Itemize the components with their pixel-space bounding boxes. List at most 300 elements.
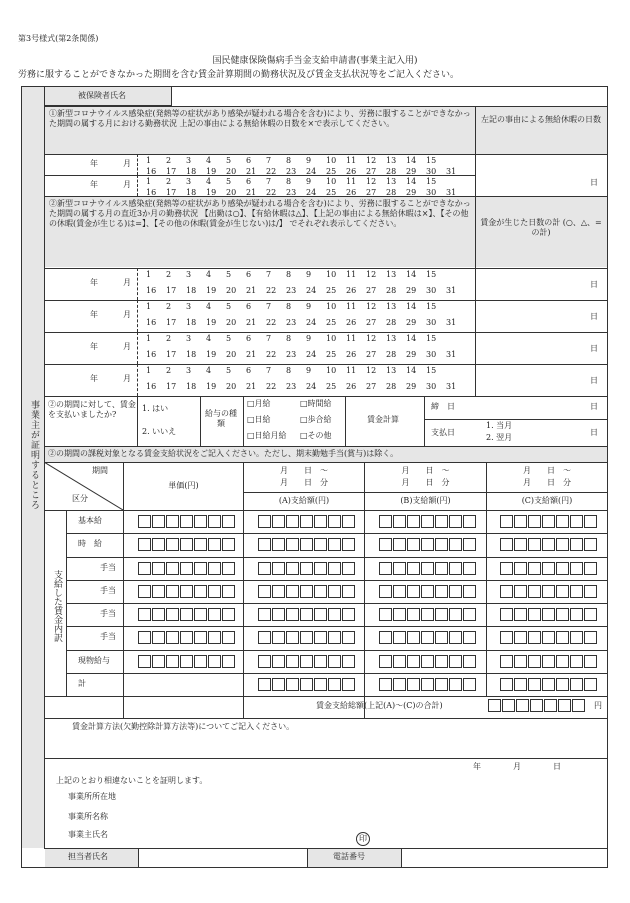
day-cell[interactable]: 16 — [146, 318, 157, 327]
digit-box[interactable] — [314, 678, 327, 691]
day-cell[interactable]: 13 — [386, 177, 397, 186]
digit-box[interactable] — [514, 608, 527, 621]
day-cell[interactable]: 17 — [166, 286, 177, 295]
day-cell[interactable]: 3 — [186, 366, 192, 375]
day-cell[interactable]: 11 — [346, 177, 357, 186]
digit-box[interactable] — [421, 678, 434, 691]
day-cell[interactable]: 24 — [306, 286, 317, 295]
digit-box[interactable] — [166, 538, 179, 551]
digit-box[interactable] — [272, 538, 285, 551]
day-cell[interactable]: 21 — [246, 187, 257, 197]
digit-box[interactable] — [286, 538, 299, 551]
digit-box[interactable] — [272, 562, 285, 575]
digit-box[interactable] — [421, 538, 434, 551]
digit-box[interactable] — [407, 678, 420, 691]
day-cell[interactable]: 1 — [146, 302, 152, 311]
digit-box[interactable] — [272, 655, 285, 668]
day-cell[interactable]: 23 — [286, 318, 297, 327]
digit-box[interactable] — [222, 631, 235, 644]
digit-box[interactable] — [514, 678, 527, 691]
day-cell[interactable]: 25 — [326, 318, 337, 327]
day-cell[interactable]: 21 — [246, 382, 257, 391]
day-cell[interactable]: 20 — [226, 382, 237, 391]
days-16-31[interactable] — [146, 382, 466, 392]
digit-box[interactable] — [258, 678, 271, 691]
digit-box[interactable] — [208, 655, 221, 668]
days-1-15[interactable] — [146, 156, 446, 166]
day-cell[interactable]: 25 — [326, 286, 337, 295]
digit-box[interactable] — [558, 699, 571, 712]
day-cell[interactable]: 29 — [406, 350, 417, 359]
digit-box[interactable] — [208, 585, 221, 598]
day-cell[interactable]: 23 — [286, 187, 297, 197]
day-cell[interactable]: 8 — [286, 334, 292, 343]
digit-box[interactable] — [379, 655, 392, 668]
day-cell[interactable]: 6 — [246, 334, 252, 343]
digit-box[interactable] — [166, 515, 179, 528]
digit-box[interactable] — [407, 631, 420, 644]
digit-box[interactable] — [449, 631, 462, 644]
day-cell[interactable]: 27 — [366, 286, 377, 295]
digit-box[interactable] — [393, 585, 406, 598]
digit-box[interactable] — [570, 608, 583, 621]
digit-box[interactable] — [152, 562, 165, 575]
digit-box[interactable] — [208, 631, 221, 644]
digit-box[interactable] — [500, 608, 513, 621]
day-cell[interactable]: 25 — [326, 187, 337, 197]
day-cell[interactable]: 24 — [306, 166, 317, 176]
day-cell[interactable]: 11 — [346, 334, 357, 343]
digit-box[interactable] — [421, 585, 434, 598]
digit-box[interactable] — [463, 678, 476, 691]
digit-box[interactable] — [435, 585, 448, 598]
day-cell[interactable]: 8 — [286, 302, 292, 311]
day-cell[interactable]: 15 — [426, 270, 437, 279]
day-cell[interactable]: 18 — [186, 382, 197, 391]
day-cell[interactable]: 2 — [166, 334, 172, 343]
digit-box[interactable] — [528, 585, 541, 598]
digit-box[interactable] — [556, 562, 569, 575]
days-1-15[interactable] — [146, 334, 446, 344]
day-cell[interactable]: 19 — [206, 166, 217, 176]
day-cell[interactable]: 27 — [366, 187, 377, 197]
digit-box[interactable] — [258, 631, 271, 644]
day-cell[interactable]: 29 — [406, 318, 417, 327]
digit-box[interactable] — [528, 562, 541, 575]
day-cell[interactable]: 17 — [166, 382, 177, 391]
day-cell[interactable]: 6 — [246, 156, 252, 165]
digit-box[interactable] — [393, 562, 406, 575]
day-cell[interactable]: 7 — [266, 334, 272, 343]
digit-box[interactable] — [300, 562, 313, 575]
digit-box[interactable] — [342, 678, 355, 691]
day-cell[interactable]: 15 — [426, 366, 437, 375]
digit-box[interactable] — [407, 515, 420, 528]
day-cell[interactable]: 24 — [306, 350, 317, 359]
day-cell[interactable]: 12 — [366, 334, 377, 343]
digit-box[interactable] — [556, 608, 569, 621]
digit-box[interactable] — [314, 655, 327, 668]
day-cell[interactable]: 8 — [286, 156, 292, 165]
digit-box[interactable] — [584, 562, 597, 575]
digit-box[interactable] — [342, 631, 355, 644]
digit-box[interactable] — [300, 608, 313, 621]
wage-type-daily-monthly[interactable]: □日給月給 — [247, 431, 287, 440]
day-cell[interactable]: 9 — [306, 302, 312, 311]
day-cell[interactable]: 9 — [306, 270, 312, 279]
digit-box[interactable] — [328, 515, 341, 528]
digit-box[interactable] — [407, 608, 420, 621]
digit-box[interactable] — [556, 585, 569, 598]
digit-box[interactable] — [500, 562, 513, 575]
digit-box[interactable] — [570, 538, 583, 551]
wage-type-commission[interactable]: □歩合給 — [300, 415, 332, 424]
digit-box[interactable] — [421, 631, 434, 644]
digit-box[interactable] — [258, 515, 271, 528]
day-cell[interactable]: 30 — [426, 187, 437, 197]
digit-box[interactable] — [222, 608, 235, 621]
day-cell[interactable]: 28 — [386, 318, 397, 327]
day-cell[interactable]: 11 — [346, 302, 357, 311]
digit-box[interactable] — [194, 631, 207, 644]
digit-box[interactable] — [542, 562, 555, 575]
digit-box[interactable] — [180, 538, 193, 551]
digit-box[interactable] — [514, 515, 527, 528]
wage-type-daily[interactable]: □日給 — [247, 415, 271, 424]
digit-box[interactable] — [556, 538, 569, 551]
digit-box[interactable] — [435, 515, 448, 528]
day-cell[interactable]: 15 — [426, 156, 437, 165]
day-cell[interactable]: 25 — [326, 382, 337, 391]
digit-box[interactable] — [514, 538, 527, 551]
day-cell[interactable]: 15 — [426, 177, 437, 186]
calc-method-field[interactable] — [68, 734, 604, 756]
digit-box[interactable] — [516, 699, 529, 712]
day-cell[interactable]: 26 — [346, 382, 357, 391]
digit-box[interactable] — [449, 562, 462, 575]
digit-box[interactable] — [272, 515, 285, 528]
day-cell[interactable]: 25 — [326, 166, 337, 176]
digit-box[interactable] — [138, 585, 151, 598]
digit-box[interactable] — [393, 655, 406, 668]
digit-box[interactable] — [152, 608, 165, 621]
day-cell[interactable]: 31 — [446, 318, 457, 327]
digit-box[interactable] — [449, 538, 462, 551]
digit-box[interactable] — [570, 631, 583, 644]
day-cell[interactable]: 13 — [386, 302, 397, 311]
digit-box[interactable] — [258, 538, 271, 551]
digit-box[interactable] — [584, 538, 597, 551]
day-cell[interactable]: 19 — [206, 318, 217, 327]
day-cell[interactable]: 26 — [346, 187, 357, 197]
digit-box[interactable] — [393, 538, 406, 551]
day-cell[interactable]: 12 — [366, 366, 377, 375]
day-cell[interactable]: 9 — [306, 334, 312, 343]
day-cell[interactable]: 23 — [286, 286, 297, 295]
day-cell[interactable]: 17 — [166, 318, 177, 327]
day-cell[interactable]: 20 — [226, 166, 237, 176]
digit-box[interactable] — [449, 515, 462, 528]
day-cell[interactable]: 10 — [326, 270, 337, 279]
day-cell[interactable]: 11 — [346, 366, 357, 375]
digit-box[interactable] — [342, 538, 355, 551]
digit-box[interactable] — [421, 655, 434, 668]
day-cell[interactable]: 15 — [426, 302, 437, 311]
digit-box[interactable] — [542, 538, 555, 551]
day-cell[interactable]: 4 — [206, 334, 212, 343]
digit-box[interactable] — [393, 515, 406, 528]
digit-box[interactable] — [488, 699, 501, 712]
day-cell[interactable]: 2 — [166, 366, 172, 375]
digit-box[interactable] — [584, 678, 597, 691]
day-cell[interactable]: 7 — [266, 156, 272, 165]
digit-box[interactable] — [421, 515, 434, 528]
day-cell[interactable]: 29 — [406, 166, 417, 176]
day-cell[interactable]: 28 — [386, 166, 397, 176]
digit-box[interactable] — [286, 515, 299, 528]
day-cell[interactable]: 26 — [346, 350, 357, 359]
digit-box[interactable] — [449, 678, 462, 691]
day-cell[interactable]: 14 — [406, 366, 417, 375]
day-cell[interactable]: 22 — [266, 166, 277, 176]
day-cell[interactable]: 5 — [226, 366, 232, 375]
day-cell[interactable]: 2 — [166, 177, 172, 186]
day-cell[interactable]: 30 — [426, 382, 437, 391]
day-cell[interactable]: 6 — [246, 302, 252, 311]
digit-box[interactable] — [272, 608, 285, 621]
day-cell[interactable]: 9 — [306, 366, 312, 375]
digit-box[interactable] — [166, 655, 179, 668]
digit-box[interactable] — [286, 631, 299, 644]
days-16-31[interactable] — [146, 318, 466, 328]
digit-box[interactable] — [286, 585, 299, 598]
digit-box[interactable] — [194, 562, 207, 575]
wage-type-other[interactable]: □その他 — [300, 431, 332, 440]
day-cell[interactable]: 26 — [346, 318, 357, 327]
digit-box[interactable] — [463, 608, 476, 621]
digit-box[interactable] — [570, 655, 583, 668]
day-cell[interactable]: 19 — [206, 350, 217, 359]
day-cell[interactable]: 31 — [446, 187, 457, 197]
day-cell[interactable]: 8 — [286, 366, 292, 375]
digit-box[interactable] — [435, 538, 448, 551]
day-cell[interactable]: 20 — [226, 187, 237, 197]
digit-box[interactable] — [463, 655, 476, 668]
day-cell[interactable]: 10 — [326, 302, 337, 311]
digit-box[interactable] — [138, 655, 151, 668]
day-cell[interactable]: 29 — [406, 286, 417, 295]
digit-box[interactable] — [152, 631, 165, 644]
digit-box[interactable] — [542, 515, 555, 528]
day-cell[interactable]: 4 — [206, 156, 212, 165]
day-cell[interactable]: 20 — [226, 286, 237, 295]
day-cell[interactable]: 22 — [266, 382, 277, 391]
day-cell[interactable]: 16 — [146, 187, 157, 197]
digit-box[interactable] — [300, 655, 313, 668]
day-cell[interactable]: 1 — [146, 270, 152, 279]
day-cell[interactable]: 31 — [446, 350, 457, 359]
day-cell[interactable]: 9 — [306, 156, 312, 165]
day-cell[interactable]: 15 — [426, 334, 437, 343]
day-cell[interactable]: 14 — [406, 177, 417, 186]
digit-box[interactable] — [314, 515, 327, 528]
day-cell[interactable]: 13 — [386, 156, 397, 165]
day-cell[interactable]: 26 — [346, 166, 357, 176]
digit-box[interactable] — [222, 515, 235, 528]
digit-box[interactable] — [379, 678, 392, 691]
digit-box[interactable] — [500, 678, 513, 691]
digit-box[interactable] — [208, 538, 221, 551]
digit-box[interactable] — [180, 585, 193, 598]
digit-box[interactable] — [500, 515, 513, 528]
day-cell[interactable]: 8 — [286, 177, 292, 186]
day-cell[interactable]: 12 — [366, 270, 377, 279]
digit-box[interactable] — [393, 608, 406, 621]
day-cell[interactable]: 7 — [266, 177, 272, 186]
days-1-15[interactable] — [146, 177, 446, 187]
digit-box[interactable] — [222, 655, 235, 668]
digit-box[interactable] — [138, 631, 151, 644]
day-cell[interactable]: 22 — [266, 286, 277, 295]
wage-type-hourly[interactable]: □時間給 — [300, 399, 332, 408]
days-1-15[interactable] — [146, 302, 446, 312]
digit-box[interactable] — [166, 585, 179, 598]
day-cell[interactable]: 10 — [326, 334, 337, 343]
digit-box[interactable] — [166, 608, 179, 621]
digit-box[interactable] — [180, 515, 193, 528]
digit-box[interactable] — [463, 538, 476, 551]
payment-yes[interactable]: 1. はい — [142, 404, 169, 413]
day-cell[interactable]: 3 — [186, 270, 192, 279]
digit-box[interactable] — [258, 608, 271, 621]
digit-box[interactable] — [584, 631, 597, 644]
digit-box[interactable] — [570, 562, 583, 575]
day-cell[interactable]: 18 — [186, 350, 197, 359]
digit-box[interactable] — [208, 515, 221, 528]
day-cell[interactable]: 3 — [186, 177, 192, 186]
digit-box[interactable] — [570, 515, 583, 528]
days-16-31[interactable] — [146, 350, 466, 360]
digit-box[interactable] — [407, 585, 420, 598]
day-cell[interactable]: 28 — [386, 350, 397, 359]
digit-box[interactable] — [435, 608, 448, 621]
digit-box[interactable] — [570, 585, 583, 598]
day-cell[interactable]: 30 — [426, 318, 437, 327]
day-cell[interactable]: 30 — [426, 350, 437, 359]
digit-box[interactable] — [258, 562, 271, 575]
day-cell[interactable]: 6 — [246, 177, 252, 186]
digit-box[interactable] — [463, 515, 476, 528]
digit-box[interactable] — [530, 699, 543, 712]
day-cell[interactable]: 2 — [166, 156, 172, 165]
day-cell[interactable]: 16 — [146, 350, 157, 359]
digit-box[interactable] — [286, 562, 299, 575]
digit-box[interactable] — [528, 515, 541, 528]
day-cell[interactable]: 13 — [386, 270, 397, 279]
digit-box[interactable] — [449, 585, 462, 598]
day-cell[interactable]: 14 — [406, 334, 417, 343]
digit-box[interactable] — [286, 678, 299, 691]
day-cell[interactable]: 17 — [166, 166, 177, 176]
day-cell[interactable]: 1 — [146, 156, 152, 165]
day-cell[interactable]: 19 — [206, 286, 217, 295]
day-cell[interactable]: 13 — [386, 366, 397, 375]
payment-no[interactable]: 2. いいえ — [142, 427, 177, 436]
digit-box[interactable] — [584, 515, 597, 528]
day-cell[interactable]: 30 — [426, 286, 437, 295]
day-cell[interactable]: 23 — [286, 350, 297, 359]
day-cell[interactable]: 4 — [206, 302, 212, 311]
digit-box[interactable] — [180, 655, 193, 668]
digit-box[interactable] — [328, 631, 341, 644]
digit-box[interactable] — [152, 538, 165, 551]
digit-box[interactable] — [300, 678, 313, 691]
digit-box[interactable] — [528, 538, 541, 551]
digit-box[interactable] — [314, 585, 327, 598]
day-cell[interactable]: 22 — [266, 187, 277, 197]
day-cell[interactable]: 28 — [386, 187, 397, 197]
day-cell[interactable]: 27 — [366, 166, 377, 176]
digit-box[interactable] — [328, 608, 341, 621]
digit-box[interactable] — [379, 608, 392, 621]
digit-box[interactable] — [208, 608, 221, 621]
day-cell[interactable]: 3 — [186, 156, 192, 165]
digit-box[interactable] — [258, 585, 271, 598]
day-cell[interactable]: 22 — [266, 318, 277, 327]
day-cell[interactable]: 1 — [146, 334, 152, 343]
digit-box[interactable] — [138, 562, 151, 575]
digit-box[interactable] — [300, 631, 313, 644]
day-cell[interactable]: 18 — [186, 166, 197, 176]
digit-box[interactable] — [342, 562, 355, 575]
digit-box[interactable] — [272, 631, 285, 644]
day-cell[interactable]: 6 — [246, 366, 252, 375]
day-cell[interactable]: 11 — [346, 270, 357, 279]
digit-box[interactable] — [342, 655, 355, 668]
day-cell[interactable]: 24 — [306, 187, 317, 197]
digit-box[interactable] — [342, 515, 355, 528]
day-cell[interactable]: 6 — [246, 270, 252, 279]
day-cell[interactable]: 7 — [266, 270, 272, 279]
day-cell[interactable]: 10 — [326, 366, 337, 375]
digit-box[interactable] — [556, 515, 569, 528]
day-cell[interactable]: 2 — [166, 302, 172, 311]
digit-box[interactable] — [272, 585, 285, 598]
days-1-15[interactable] — [146, 366, 446, 376]
digit-box[interactable] — [463, 585, 476, 598]
digit-box[interactable] — [584, 655, 597, 668]
digit-box[interactable] — [407, 655, 420, 668]
digit-box[interactable] — [556, 631, 569, 644]
day-cell[interactable]: 4 — [206, 270, 212, 279]
digit-box[interactable] — [138, 515, 151, 528]
digit-box[interactable] — [514, 562, 527, 575]
day-cell[interactable]: 16 — [146, 166, 157, 176]
day-cell[interactable]: 10 — [326, 177, 337, 186]
day-cell[interactable]: 5 — [226, 156, 232, 165]
digit-box[interactable] — [514, 585, 527, 598]
day-cell[interactable]: 7 — [266, 366, 272, 375]
digit-box[interactable] — [138, 608, 151, 621]
digit-box[interactable] — [328, 562, 341, 575]
day-cell[interactable]: 18 — [186, 286, 197, 295]
digit-box[interactable] — [328, 538, 341, 551]
payday-option-current[interactable]: 1. 当月 — [486, 421, 513, 430]
digit-box[interactable] — [572, 699, 585, 712]
digit-box[interactable] — [435, 562, 448, 575]
digit-box[interactable] — [194, 538, 207, 551]
day-cell[interactable]: 21 — [246, 286, 257, 295]
